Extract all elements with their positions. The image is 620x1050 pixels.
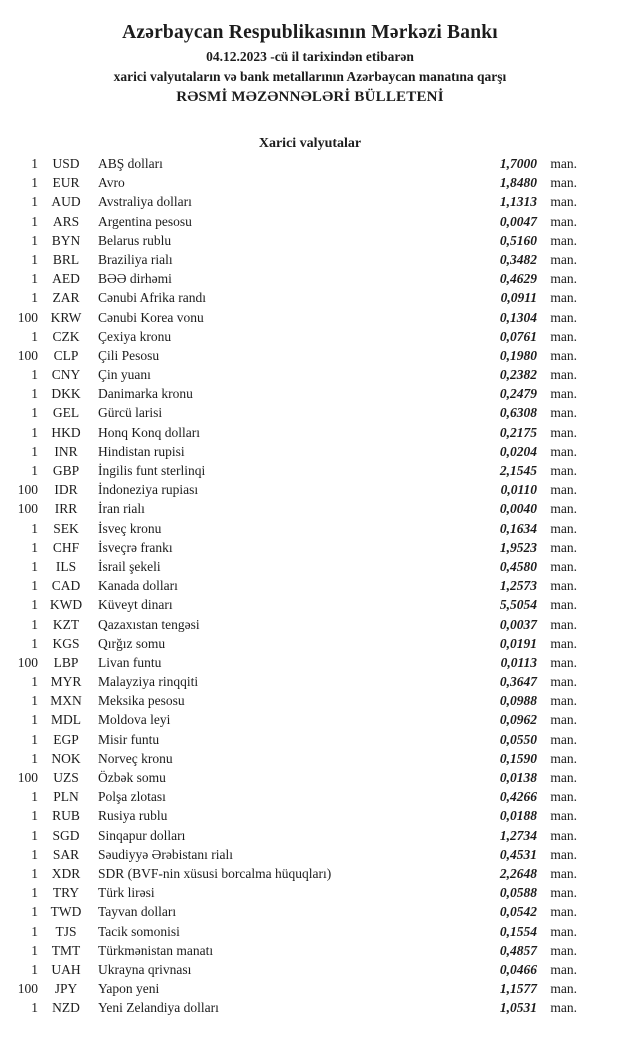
- rate-row: [0, 384, 620, 403]
- rate-row: [0, 192, 620, 211]
- currency-name: Tacik somonisi: [98, 923, 180, 939]
- rate-row: [0, 672, 620, 691]
- rate-value: 0,0962: [499, 712, 537, 728]
- currency-code: JPY: [54, 981, 78, 997]
- currency-code: AUD: [51, 194, 81, 210]
- currency-code: CZK: [52, 328, 80, 344]
- rate-value: 1,1577: [499, 981, 537, 997]
- rate-row: [0, 941, 620, 960]
- rate-value: 0,0911: [500, 290, 537, 306]
- currency-name: Belarus rublu: [98, 232, 172, 248]
- currency-code: PLN: [53, 789, 79, 805]
- currency-name: Sinqapur dolları: [98, 827, 186, 843]
- quantity: 1: [31, 712, 38, 728]
- rate-row: [0, 922, 620, 941]
- currency-name: Qırğız somu: [98, 635, 166, 651]
- unit-label: man.: [550, 731, 577, 747]
- rate-value: 0,4531: [499, 846, 537, 862]
- unit-label: man.: [550, 194, 577, 210]
- quantity: 1: [31, 885, 38, 901]
- unit-label: man.: [550, 789, 577, 805]
- currency-name: Cənubi Afrika randı: [98, 290, 206, 306]
- quantity: 1: [31, 635, 38, 651]
- rate-value: 0,4580: [499, 558, 537, 574]
- unit-label: man.: [550, 539, 577, 555]
- rate-value: 0,1634: [499, 520, 537, 536]
- currency-code: GBP: [52, 463, 80, 478]
- quantity: 1: [31, 463, 38, 478]
- currency-name: Polşa zlotası: [98, 789, 166, 805]
- section-title-foreign-currencies: Xarici valyutalar: [258, 136, 362, 151]
- unit-label: man.: [550, 750, 577, 766]
- rate-value: 0,0988: [499, 693, 537, 709]
- rate-value: 0,0113: [500, 654, 537, 670]
- rate-row: [0, 231, 620, 250]
- quantity: 1: [31, 405, 38, 421]
- currency-name: Yapon yeni: [98, 981, 160, 997]
- rate-value: 1,2573: [499, 578, 537, 594]
- currency-name: Tayvan dolları: [98, 904, 177, 920]
- currency-name: İran rialı: [98, 501, 145, 517]
- rate-row: [0, 519, 620, 538]
- unit-label: man.: [550, 405, 577, 421]
- currency-code: TMT: [51, 942, 81, 958]
- rate-row: [0, 806, 620, 825]
- rate-row: [0, 461, 620, 480]
- rate-row: [0, 749, 620, 768]
- currency-name: İsveç kronu: [98, 520, 162, 536]
- rate-row: [0, 576, 620, 595]
- currency-code: ILS: [55, 558, 77, 574]
- unit-label: man.: [550, 654, 577, 670]
- quantity: 1: [31, 731, 38, 747]
- unit-label: man.: [550, 865, 577, 881]
- rate-value: 1,2734: [499, 827, 537, 843]
- currency-name: Çexiya kronu: [98, 328, 172, 344]
- quantity: 1: [31, 290, 38, 306]
- unit-label: man.: [550, 251, 577, 267]
- bulletin-title: RƏSMİ MƏZƏNNƏLƏRİ BÜLLETENİ: [176, 89, 444, 105]
- currency-code: HKD: [51, 424, 81, 440]
- currency-code: UAH: [51, 961, 81, 977]
- unit-label: man.: [550, 463, 577, 478]
- rate-row: [0, 845, 620, 864]
- quantity: 1: [31, 616, 38, 632]
- quantity: 1: [31, 558, 38, 574]
- unit-label: man.: [550, 156, 577, 171]
- quantity: 1: [31, 865, 38, 881]
- currency-code: DKK: [51, 386, 81, 402]
- rate-row: [0, 653, 620, 672]
- unit-label: man.: [550, 674, 577, 690]
- currency-name: Cənubi Korea vonu: [98, 309, 204, 325]
- currency-name: Misir funtu: [98, 731, 160, 747]
- currency-name: Danimarka kronu: [98, 386, 193, 402]
- currency-code: NZD: [52, 1000, 80, 1016]
- quantity: 1: [31, 156, 38, 171]
- currency-name: Səudiyyə Ərəbistanı rialı: [98, 846, 233, 862]
- currency-code: SEK: [53, 520, 79, 536]
- unit-label: man.: [550, 923, 577, 939]
- currency-code: XDR: [51, 865, 81, 881]
- unit-label: man.: [550, 942, 577, 958]
- quantity: 1: [31, 539, 38, 555]
- rate-value: 2,1545: [499, 463, 537, 478]
- rate-value: 1,7000: [499, 156, 537, 171]
- currency-name: Ukrayna qrivnası: [98, 961, 192, 977]
- currency-name: ABŞ dolları: [98, 156, 163, 171]
- rate-row: [0, 480, 620, 499]
- rate-row: [0, 979, 620, 998]
- quantity: 1: [31, 251, 38, 267]
- currency-name: SDR (BVF-nin xüsusi borcalma hüquqları): [98, 865, 332, 881]
- currency-name: Çili Pesosu: [98, 347, 160, 363]
- rate-row: [0, 826, 620, 845]
- rate-value: 0,0040: [499, 501, 537, 517]
- currency-name: Norveç kronu: [98, 750, 173, 766]
- currency-code: CLP: [53, 347, 79, 363]
- rate-row: [0, 288, 620, 307]
- rate-row: [0, 538, 620, 557]
- currency-code: TRY: [52, 885, 80, 901]
- rate-value: 0,0761: [499, 328, 537, 344]
- quantity: 1: [31, 578, 38, 594]
- rate-value: 1,8480: [499, 175, 537, 191]
- currency-code: IRR: [54, 501, 78, 517]
- unit-label: man.: [550, 213, 577, 229]
- quantity: 1: [31, 175, 38, 191]
- currency-name: Türkmənistan manatı: [98, 942, 214, 958]
- currency-code: RUB: [52, 808, 80, 824]
- currency-name: Kanada dolları: [98, 578, 178, 594]
- unit-label: man.: [550, 443, 577, 459]
- rate-value: 0,0188: [499, 808, 537, 824]
- effective-date-line: 04.12.2023 -cü il tarixindən etibarən: [206, 49, 414, 64]
- rate-row: [0, 730, 620, 749]
- rate-row: [0, 269, 620, 288]
- unit-label: man.: [550, 616, 577, 632]
- rate-value: 2,2648: [499, 865, 537, 881]
- currency-name: İndoneziya rupiası: [98, 482, 199, 498]
- rate-value: 0,0110: [500, 482, 537, 498]
- quantity: 100: [17, 347, 38, 363]
- currency-code: BRL: [52, 251, 80, 267]
- quantity: 100: [17, 654, 38, 670]
- unit-label: man.: [550, 635, 577, 651]
- rate-value: 0,1554: [499, 923, 537, 939]
- rate-value: 1,9523: [499, 539, 537, 555]
- currency-code: ZAR: [52, 290, 80, 306]
- currency-name: Gürcü larisi: [98, 405, 163, 421]
- currency-name: Rusiya rublu: [98, 808, 168, 824]
- currency-code: CNY: [51, 367, 81, 383]
- currency-code: KWD: [49, 597, 83, 613]
- quantity: 1: [31, 271, 38, 287]
- currency-name: Moldova leyi: [98, 712, 171, 728]
- unit-label: man.: [550, 175, 577, 191]
- unit-label: man.: [550, 1000, 577, 1016]
- rate-value: 0,2382: [499, 367, 537, 383]
- currency-code: TJS: [55, 923, 77, 939]
- rate-row: [0, 403, 620, 422]
- currency-code: KZT: [52, 616, 80, 632]
- quantity: 100: [17, 981, 38, 997]
- unit-label: man.: [550, 578, 577, 594]
- rate-value: 0,0588: [499, 885, 537, 901]
- rate-value: 0,5160: [499, 232, 537, 248]
- currency-code: LBP: [53, 654, 79, 670]
- currency-code: MYR: [50, 674, 82, 690]
- unit-label: man.: [550, 693, 577, 709]
- unit-label: man.: [550, 558, 577, 574]
- currency-name: İsrail şekeli: [98, 558, 161, 574]
- rate-value: 0,4629: [499, 271, 537, 287]
- currency-name: Livan funtu: [98, 654, 162, 670]
- rate-value: 0,0037: [499, 616, 537, 632]
- currency-code: TWD: [50, 904, 82, 920]
- quantity: 100: [17, 309, 38, 325]
- unit-label: man.: [550, 520, 577, 536]
- unit-label: man.: [550, 347, 577, 363]
- rate-row: [0, 960, 620, 979]
- quantity: 1: [31, 961, 38, 977]
- currency-name: Özbək somu: [98, 770, 166, 785]
- currency-code: UZS: [53, 770, 79, 785]
- quantity: 100: [17, 482, 38, 498]
- rate-value: 0,2479: [499, 386, 537, 402]
- quantity: 1: [31, 750, 38, 766]
- currency-name: Türk lirəsi: [98, 885, 155, 901]
- currency-code: USD: [52, 156, 80, 171]
- rate-row: [0, 595, 620, 614]
- unit-label: man.: [550, 597, 577, 613]
- currency-code: MXN: [50, 693, 82, 709]
- currency-name: Hindistan rupisi: [98, 443, 185, 459]
- rate-row: [0, 557, 620, 576]
- rate-row: [0, 308, 620, 327]
- currency-name: Meksika pesosu: [98, 693, 185, 709]
- quantity: 1: [31, 923, 38, 939]
- currency-name: Yeni Zelandiya dolları: [98, 1000, 219, 1016]
- quantity: 1: [31, 789, 38, 805]
- rate-row: [0, 787, 620, 806]
- quantity: 1: [31, 328, 38, 344]
- rate-value: 0,4857: [499, 942, 537, 958]
- quantity: 1: [31, 232, 38, 248]
- unit-label: man.: [550, 808, 577, 824]
- quantity: 1: [31, 443, 38, 459]
- currency-name: Malayziya rinqqiti: [98, 674, 199, 690]
- quantity: 100: [17, 770, 38, 785]
- currency-code: BYN: [51, 232, 81, 248]
- rate-value: 0,3482: [499, 251, 537, 267]
- unit-label: man.: [550, 981, 577, 997]
- unit-label: man.: [550, 501, 577, 517]
- currency-code: SAR: [52, 846, 80, 862]
- currency-name: Braziliya rialı: [98, 251, 173, 267]
- rate-value: 0,6308: [499, 405, 537, 421]
- quantity: 1: [31, 367, 38, 383]
- rate-value: 0,0542: [499, 904, 537, 920]
- currency-name: İngilis funt sterlinqi: [98, 463, 206, 478]
- rate-row: [0, 423, 620, 442]
- unit-label: man.: [550, 328, 577, 344]
- unit-label: man.: [550, 367, 577, 383]
- subject-line: xarici valyutaların və bank metallarının Azərbaycan manatına qarşı: [113, 69, 507, 84]
- currency-name: Argentina pesosu: [98, 213, 192, 229]
- quantity: 1: [31, 827, 38, 843]
- currency-name: Avro: [98, 175, 125, 191]
- quantity: 100: [17, 501, 38, 517]
- rate-row: [0, 615, 620, 634]
- unit-label: man.: [550, 827, 577, 843]
- currency-code: EGP: [53, 731, 79, 747]
- currency-name: Küveyt dinarı: [98, 597, 173, 613]
- rates-table: [0, 154, 620, 1017]
- rate-row: [0, 154, 620, 173]
- rate-value: 0,1304: [499, 309, 537, 325]
- currency-code: AED: [52, 271, 80, 287]
- quantity: 1: [31, 904, 38, 920]
- currency-code: CAD: [51, 578, 81, 594]
- rate-row: [0, 864, 620, 883]
- rate-row: [0, 902, 620, 921]
- rate-value: 5,5054: [499, 597, 537, 613]
- quantity: 1: [31, 693, 38, 709]
- bank-name-title: Azərbaycan Respublikasının Mərkəzi Bankı: [122, 22, 498, 43]
- rate-row: [0, 710, 620, 729]
- currency-code: CHF: [52, 539, 80, 555]
- rate-value: 0,0138: [499, 770, 537, 785]
- quantity: 1: [31, 808, 38, 824]
- quantity: 1: [31, 194, 38, 210]
- quantity: 1: [31, 213, 38, 229]
- quantity: 1: [31, 597, 38, 613]
- rate-row: [0, 883, 620, 902]
- rate-row: [0, 365, 620, 384]
- currency-name: Honq Konq dolları: [98, 424, 200, 440]
- quantity: 1: [31, 520, 38, 536]
- rate-value: 0,2175: [499, 424, 537, 440]
- rate-value: 0,0191: [499, 635, 537, 651]
- currency-code: EUR: [52, 175, 80, 191]
- unit-label: man.: [550, 712, 577, 728]
- rate-value: 0,1590: [499, 750, 537, 766]
- quantity: 1: [31, 942, 38, 958]
- rate-row: [0, 998, 620, 1017]
- unit-label: man.: [550, 309, 577, 325]
- rate-value: 0,0204: [499, 443, 537, 459]
- rate-row: [0, 212, 620, 231]
- unit-label: man.: [550, 232, 577, 248]
- rate-value: 1,1313: [499, 194, 537, 210]
- unit-label: man.: [550, 961, 577, 977]
- currency-code: IDR: [54, 482, 78, 498]
- rate-value: 0,3647: [499, 674, 537, 690]
- unit-label: man.: [550, 846, 577, 862]
- rate-row: [0, 691, 620, 710]
- currency-code: INR: [54, 443, 78, 459]
- currency-code: KRW: [50, 309, 82, 325]
- unit-label: man.: [550, 424, 577, 440]
- rate-row: [0, 346, 620, 365]
- unit-label: man.: [550, 885, 577, 901]
- currency-name: Çin yuanı: [98, 367, 151, 383]
- quantity: 1: [31, 674, 38, 690]
- rate-row: [0, 173, 620, 192]
- quantity: 1: [31, 846, 38, 862]
- currency-name: Qazaxıstan tengəsi: [98, 616, 200, 632]
- quantity: 1: [31, 424, 38, 440]
- unit-label: man.: [550, 904, 577, 920]
- currency-name: BƏƏ dirhəmi: [98, 271, 172, 287]
- rate-row: [0, 250, 620, 269]
- rate-value: 1,0531: [499, 1000, 537, 1016]
- unit-label: man.: [550, 482, 577, 498]
- rate-value: 0,1980: [499, 347, 537, 363]
- unit-label: man.: [550, 290, 577, 306]
- unit-label: man.: [550, 770, 577, 785]
- unit-label: man.: [550, 386, 577, 402]
- currency-name: Avstraliya dolları: [98, 194, 192, 210]
- rate-value: 0,0550: [499, 731, 537, 747]
- unit-label: man.: [550, 271, 577, 287]
- rate-row: [0, 327, 620, 346]
- currency-code: SGD: [52, 827, 80, 843]
- rate-value: 0,0047: [499, 213, 537, 229]
- rate-row: [0, 768, 620, 787]
- rate-row: [0, 442, 620, 461]
- quantity: 1: [31, 386, 38, 402]
- quantity: 1: [31, 1000, 38, 1016]
- currency-name: İsveçrə frankı: [98, 539, 173, 555]
- currency-code: MDL: [51, 712, 81, 728]
- rate-row: [0, 499, 620, 518]
- rate-row: [0, 634, 620, 653]
- rate-value: 0,0466: [499, 961, 537, 977]
- currency-code: GEL: [52, 405, 80, 421]
- currency-code: KGS: [52, 635, 80, 651]
- currency-code: ARS: [52, 213, 80, 229]
- rate-value: 0,4266: [499, 789, 537, 805]
- currency-code: NOK: [51, 750, 81, 766]
